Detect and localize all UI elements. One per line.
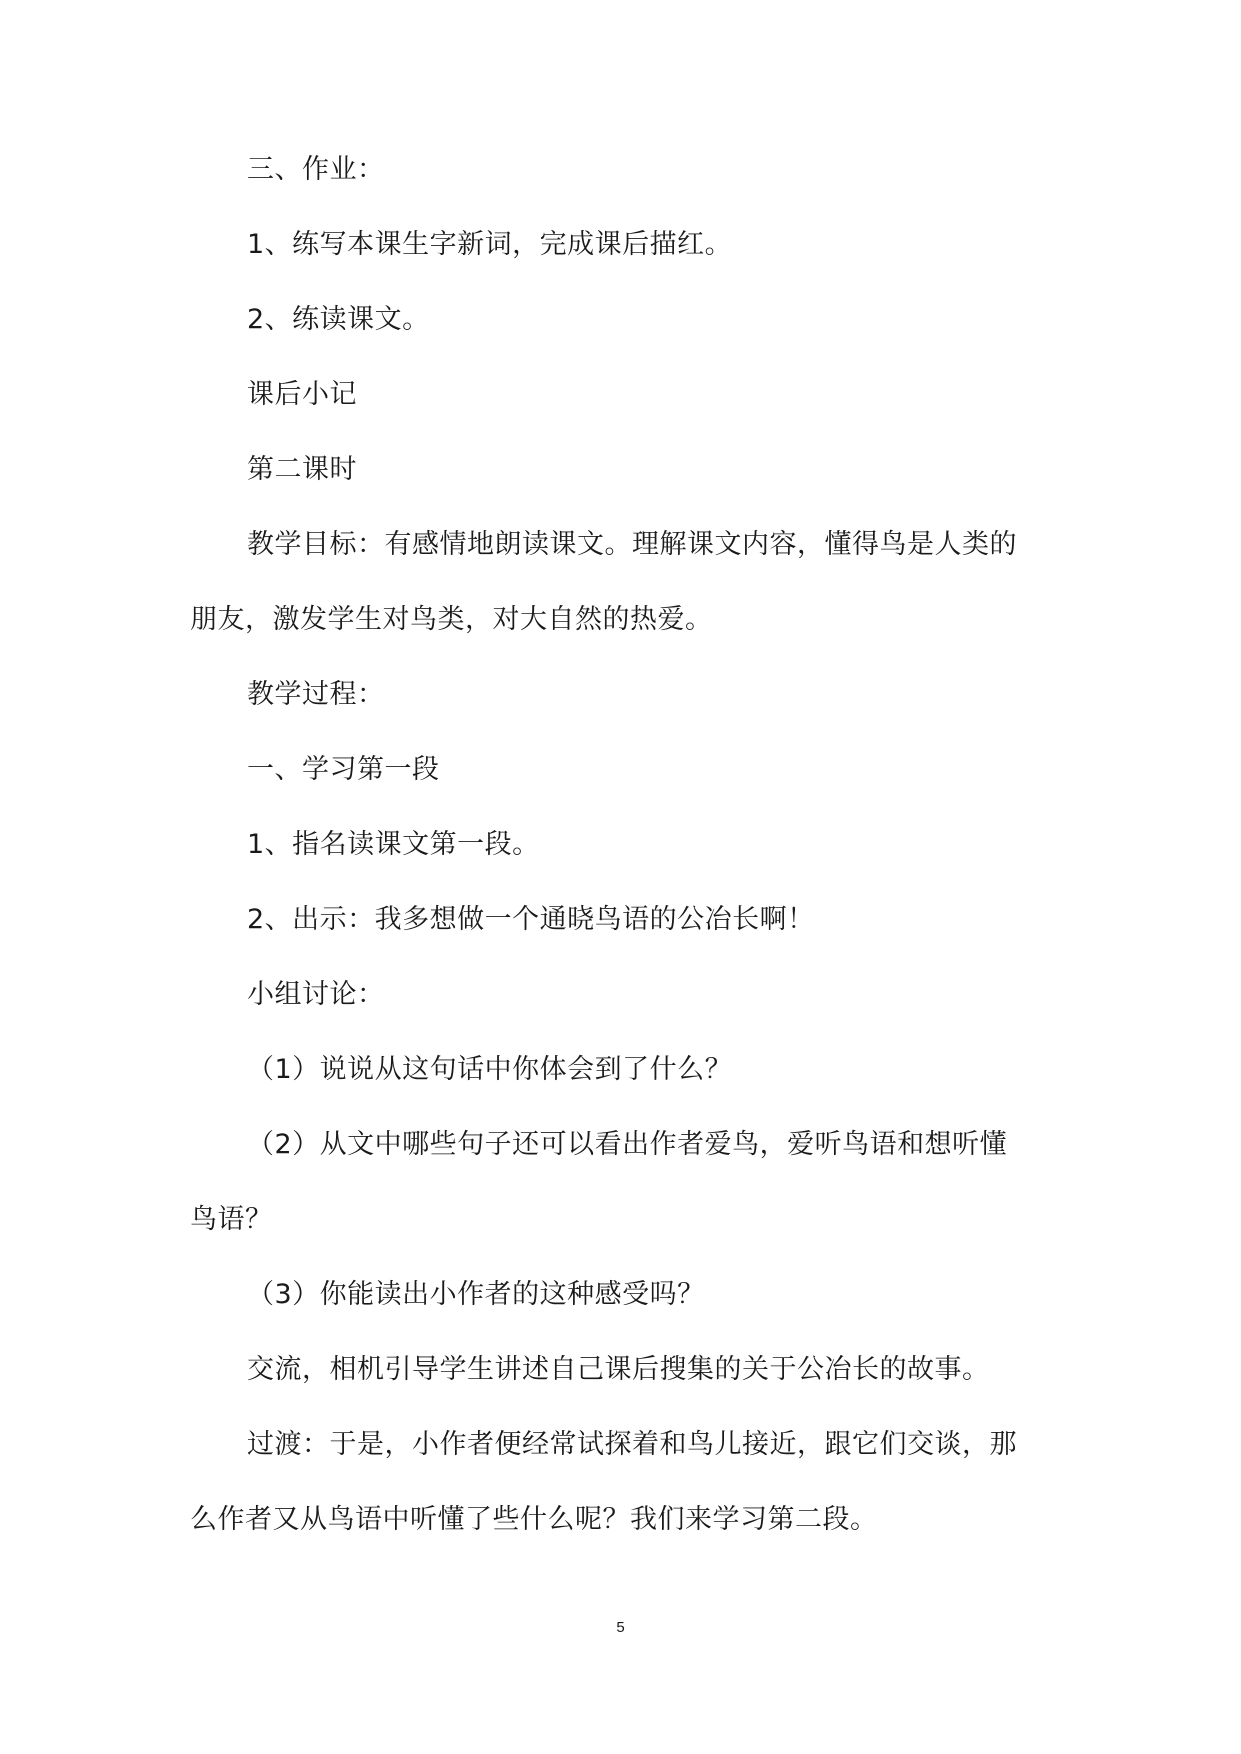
text-line-13: （1）说说从这句话中你体会到了什么？: [247, 1054, 733, 1085]
text-line-18: 过渡：于是，小作者便经常试探着和鸟儿接近，跟它们交谈，那: [247, 1429, 1017, 1460]
text-line-14: （2）从文中哪些句子还可以看出作者爱鸟，爱听鸟语和想听懂: [247, 1129, 1008, 1160]
text-line-9: 一、学习第一段: [247, 754, 440, 785]
text-line-3: 2、练读课文。: [247, 304, 430, 335]
text-line-1: 三、作业：: [247, 154, 385, 185]
text-line-2: 1、练写本课生字新词，完成课后描红。: [247, 229, 733, 260]
text-line-12: 小组讨论：: [247, 979, 385, 1010]
text-line-8: 教学过程：: [247, 679, 385, 710]
text-line-4: 课后小记: [247, 379, 357, 410]
text-line-17: 交流，相机引导学生讲述自己课后搜集的关于公冶长的故事。: [247, 1354, 990, 1385]
text-line-5: 第二课时: [247, 454, 357, 485]
text-line-10: 1、指名读课文第一段。: [247, 829, 540, 860]
text-line-16: （3）你能读出小作者的这种感受吗？: [247, 1279, 705, 1310]
text-line-11: 2、出示：我多想做一个通晓鸟语的公冶长啊！: [247, 904, 815, 935]
text-line-6: 教学目标：有感情地朗读课文。理解课文内容，懂得鸟是人类的: [247, 529, 1017, 560]
page-number: 5: [616, 1619, 625, 1636]
text-line-19: 么作者又从鸟语中听懂了些什么呢？我们来学习第二段。: [190, 1504, 878, 1535]
text-line-15: 鸟语？: [190, 1204, 273, 1235]
text-line-7: 朋友，激发学生对鸟类，对大自然的热爱。: [190, 604, 713, 635]
